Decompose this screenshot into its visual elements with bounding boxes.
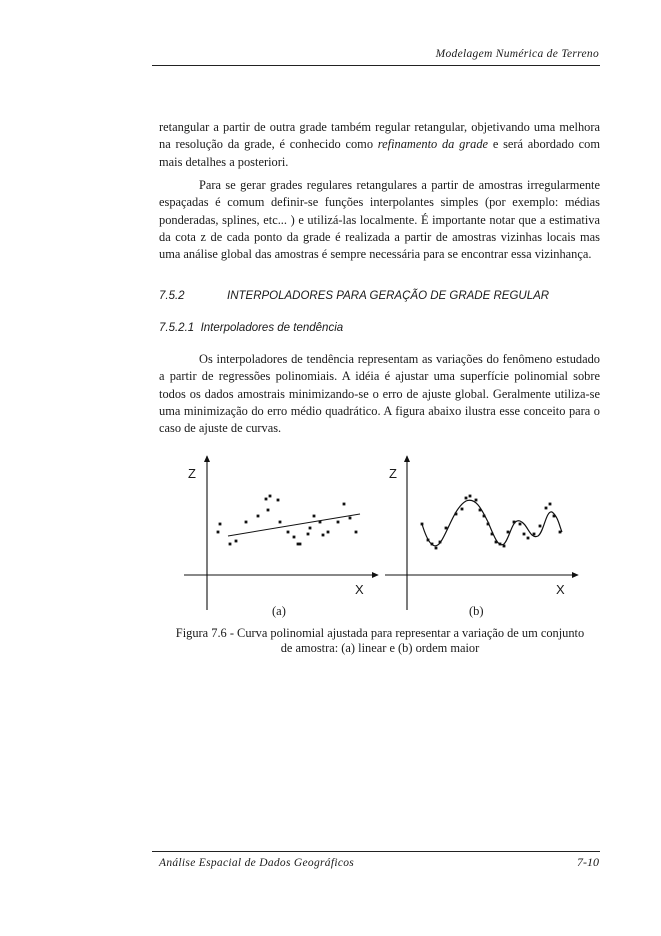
sample-point (245, 521, 248, 524)
sample-point (257, 515, 260, 518)
sample-point (319, 521, 322, 524)
panel-a-z-label: Z (188, 466, 196, 481)
sample-point (513, 521, 516, 524)
subsection-number: 7.5.2.1 (159, 322, 195, 334)
sample-point (533, 533, 536, 536)
sample-point (343, 503, 346, 506)
figure-caption-line-2: de amostra: (a) linear e (b) ordem maior (280, 641, 480, 655)
sample-point (527, 537, 530, 540)
sample-point (431, 543, 434, 546)
panel-b-plot (385, 456, 578, 610)
sample-point (427, 539, 430, 542)
page-number: 7-10 (577, 855, 599, 869)
sample-point (519, 523, 522, 526)
header-rule (152, 65, 600, 66)
panel-a-x-label: X (355, 582, 364, 597)
sample-point (327, 531, 330, 534)
sample-point (503, 545, 506, 548)
sample-point (469, 495, 472, 498)
sample-point (483, 515, 486, 518)
running-footer-title: Análise Espacial de Dados Geográficos (159, 857, 355, 869)
sample-point (265, 498, 268, 501)
sample-point (287, 531, 290, 534)
footer-rule (152, 851, 600, 852)
panel-b-polynomial-fit-curve (422, 500, 562, 546)
sample-point (445, 527, 448, 530)
sample-point (461, 508, 464, 511)
sample-point (539, 525, 542, 528)
sample-point (465, 497, 468, 500)
sample-point (439, 541, 442, 544)
section-title: INTERPOLADORES PARA GERAÇÃO DE GRADE REGULAR (227, 290, 550, 302)
sample-point (495, 541, 498, 544)
panel-a-sample-points (217, 495, 358, 546)
sample-point (349, 517, 352, 520)
sample-point (507, 531, 510, 534)
sample-point (279, 521, 282, 524)
sample-point (217, 531, 220, 534)
figure-7-6 (178, 452, 588, 622)
sample-point (491, 533, 494, 536)
paragraph-1-text-b: e será abordado com mais detalhes a posteriori. (159, 137, 600, 169)
sample-point (421, 523, 424, 526)
subsection-heading (159, 322, 343, 334)
sample-point (559, 531, 562, 534)
panel-a-caption-label: (a) (272, 604, 286, 618)
sample-point (355, 531, 358, 534)
sample-point (313, 515, 316, 518)
sample-point (267, 509, 270, 512)
panel-b-caption-label: (b) (469, 604, 484, 618)
panel-a-linear-fit-line (228, 514, 360, 536)
sample-point (293, 536, 296, 539)
panel-b-z-label: Z (389, 466, 397, 481)
figure-caption-line-1: Figura 7.6 - Curva polinomial ajustada para representar a variação de um conjunto (175, 626, 585, 640)
sample-point (499, 543, 502, 546)
sample-point (299, 543, 302, 546)
sample-point (455, 513, 458, 516)
sample-point (479, 509, 482, 512)
sample-point (475, 499, 478, 502)
sample-point (545, 507, 548, 510)
sample-point (553, 515, 556, 518)
sample-point (322, 534, 325, 537)
sample-point (235, 540, 238, 543)
sample-point (269, 495, 272, 498)
paragraph-2: Para se gerar grades regulares retangulares a partir de amostras irregularmente espaçadas é comum definir-se funções interpolantes simples (por exemplo: médias ponderadas, splines, etc... ) e utilizá-las localmente. É importante notar que a estimativa da cota z de cada ponto da grade é realizada a partir de amostras vizinhas locais mas uma análise global das amostras é sempre necessária para se encontrar essa vizinhança. (159, 178, 600, 262)
sample-point (219, 523, 222, 526)
panel-a-plot (184, 456, 378, 610)
section-heading (159, 290, 600, 302)
paragraph-1-emphasis: refinamento da grade (377, 137, 489, 152)
running-header: Modelagem Numérica de Terreno (435, 48, 599, 60)
figure-drawing (178, 452, 588, 622)
paragraph-1 (159, 119, 600, 171)
sample-point (435, 547, 438, 550)
sample-point (229, 543, 232, 546)
figure-caption (152, 626, 608, 656)
subsection-title: Interpoladores de tendência (200, 322, 344, 334)
sample-point (309, 527, 312, 530)
sample-point (487, 523, 490, 526)
sample-point (523, 533, 526, 536)
sample-point (337, 521, 340, 524)
paragraph-1-text-a: retangular a partir de outra grade também regular retangular, objetivando uma melhora na resolução da grade, é conhecido como (159, 120, 600, 152)
section-number: 7.5.2 (159, 290, 185, 302)
sample-point (307, 533, 310, 536)
sample-point (549, 503, 552, 506)
panel-b-x-label: X (556, 582, 565, 597)
sample-point (277, 499, 280, 502)
paragraph-3: Os interpoladores de tendência representam as variações do fenômeno estudado a partir de regressões polinomiais. A idéia é ajustar uma superfície polinomial sobre todos os dados amostrais minimizando-se o erro de ajuste global. Geralmente utiliza-se uma minimização do erro médio quadrático. A figura abaixo ilustra esse conceito para o caso de ajuste de curvas. (159, 352, 600, 436)
